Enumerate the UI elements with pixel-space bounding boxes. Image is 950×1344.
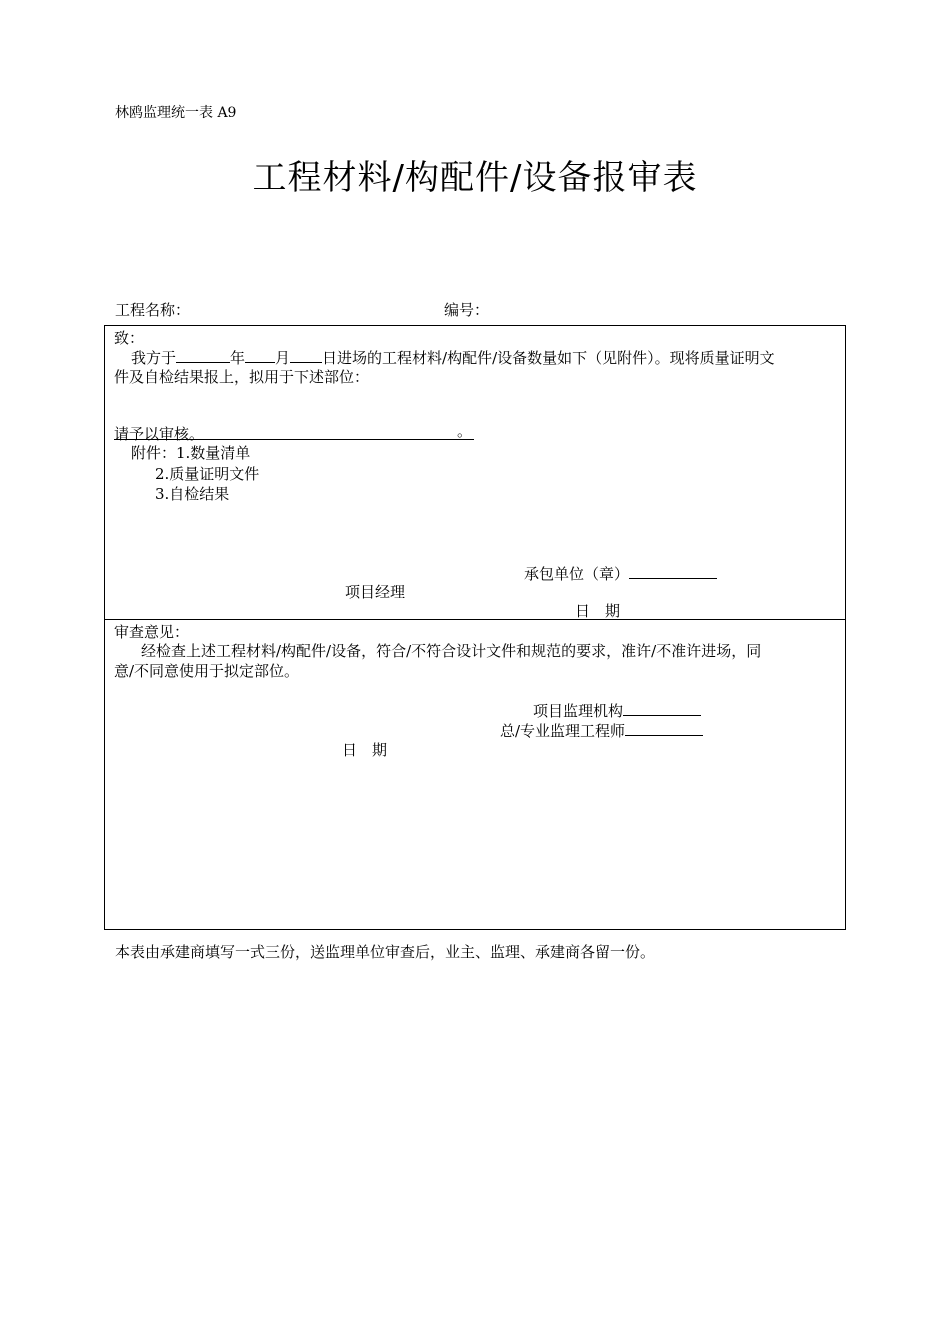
form-code: 林鸥监理统一表 A9 bbox=[115, 105, 237, 121]
attachment-1: 附件：1.数量清单 bbox=[131, 444, 251, 462]
year-blank[interactable] bbox=[176, 347, 230, 363]
date-label-1: 日 期 bbox=[575, 602, 621, 620]
project-name-label: 工程名称： bbox=[115, 301, 191, 319]
project-manager-label: 项目经理 bbox=[345, 583, 406, 601]
location-period: 。 bbox=[457, 422, 473, 440]
contractor-signature bbox=[524, 563, 717, 584]
supervision-org-label: 项目监理机构 bbox=[533, 702, 624, 720]
review-line2: 意/不同意使用于拟定部位。 bbox=[114, 662, 300, 680]
request-text: 请予以审核。 bbox=[114, 425, 205, 443]
review-label: 审查意见： bbox=[114, 623, 190, 641]
engineer-label: 总/专业监理工程师 bbox=[500, 722, 626, 740]
month-blank[interactable] bbox=[245, 347, 275, 363]
arrival-text: 日进场的工程材料/构配件/设备数量如下（见附件）。现将质量证明文 bbox=[322, 349, 775, 367]
arrival-line2: 件及自检结果报上，拟用于下述部位： bbox=[114, 368, 370, 386]
section-divider bbox=[105, 619, 845, 620]
number-label: 编号： bbox=[444, 301, 490, 319]
supervision-org bbox=[533, 700, 701, 721]
date-label-2: 日 期 bbox=[342, 741, 388, 759]
engineer-blank[interactable] bbox=[625, 720, 703, 736]
engineer-signature bbox=[500, 720, 703, 741]
day-blank[interactable] bbox=[290, 347, 322, 363]
review-line1: 经检查上述工程材料/构配件/设备，符合/不符合设计文件和规范的要求，准许/不准许进场，同 bbox=[141, 642, 762, 660]
contractor-blank[interactable] bbox=[629, 563, 717, 579]
footnote: 本表由承建商填写一式三份，送监理单位审查后，业主、监理、承建商各留一份。 bbox=[115, 943, 656, 961]
attachment-3: 3.自检结果 bbox=[155, 485, 230, 503]
supervision-org-blank[interactable] bbox=[623, 700, 701, 716]
attachment-2: 2.质量证明文件 bbox=[155, 465, 260, 483]
to-label: 致： bbox=[114, 329, 145, 347]
contractor-label: 承包单位（章） bbox=[524, 565, 630, 583]
month-label: 月 bbox=[275, 349, 291, 367]
page-title: 工程材料/构配件/设备报审表 bbox=[252, 158, 698, 198]
year-label: 年 bbox=[230, 349, 246, 367]
arrival-line bbox=[131, 347, 775, 368]
form-table bbox=[104, 325, 846, 930]
arrival-prefix: 我方于 bbox=[131, 349, 177, 367]
